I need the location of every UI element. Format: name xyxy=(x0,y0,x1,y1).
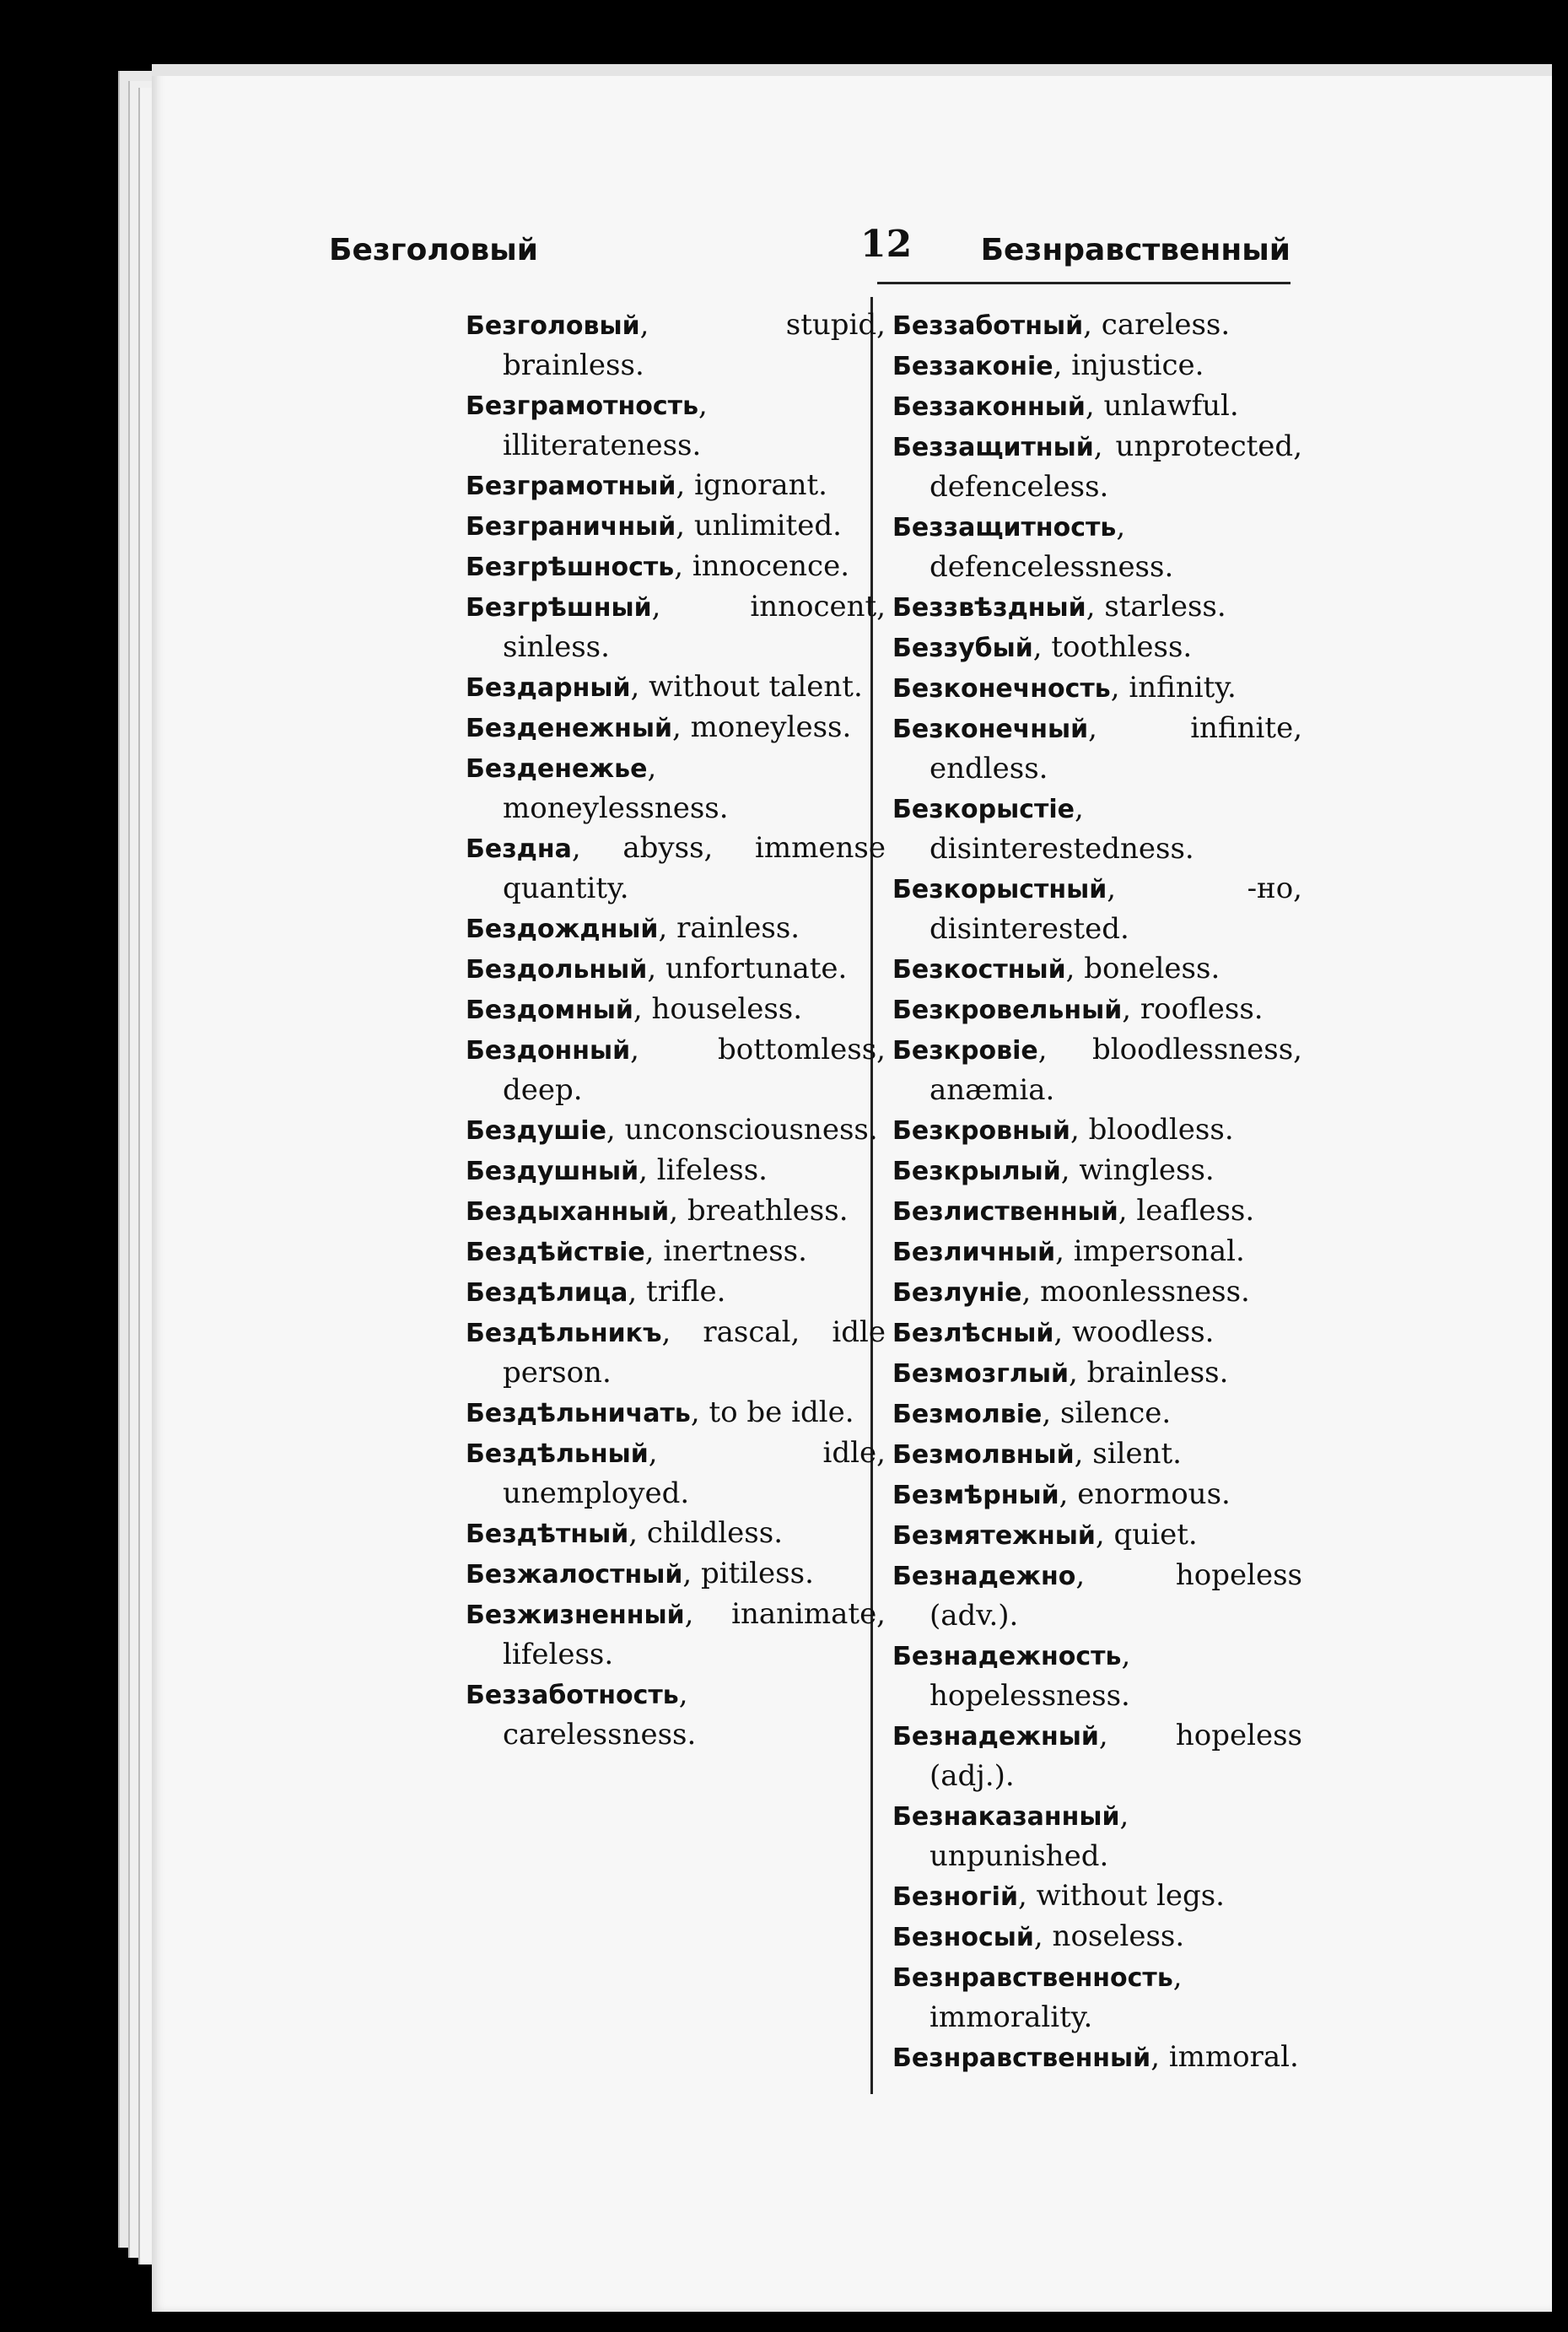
entry-headword: Безграничный xyxy=(466,512,676,542)
entry-headword: Беззаконный xyxy=(892,392,1086,422)
entry-headword: Беззаботность xyxy=(466,1681,679,1710)
entry-definition: brainless. xyxy=(1086,1356,1229,1390)
entry-separator: , xyxy=(1083,308,1102,342)
entry-definition: injustice. xyxy=(1071,348,1204,382)
entry-headword: Безмолвный xyxy=(892,1440,1075,1470)
entry-separator: , xyxy=(1110,671,1129,704)
dictionary-entry xyxy=(892,668,1302,709)
entry-definition: toothless. xyxy=(1051,630,1193,664)
entry-headword: Безнравственность xyxy=(892,1963,1173,1993)
entry-separator: , xyxy=(669,1194,687,1228)
entry-separator: , xyxy=(633,992,652,1026)
entry-definition: careless. xyxy=(1101,308,1231,342)
dictionary-entry xyxy=(892,305,1302,346)
entry-separator: , xyxy=(1021,1275,1041,1309)
dictionary-entry xyxy=(892,1313,1302,1353)
dictionary-entry xyxy=(466,1514,886,1554)
entry-headword: Безмолвіе xyxy=(892,1400,1043,1429)
entry-definition: unlawful. xyxy=(1103,389,1239,423)
entry-definition: carelessness. xyxy=(503,1718,697,1752)
dictionary-entry xyxy=(466,1313,886,1393)
entry-definition: unconsciousness. xyxy=(624,1113,878,1147)
dictionary-entry xyxy=(892,789,1302,869)
entry-separator: , xyxy=(682,1557,701,1590)
entry-separator: , xyxy=(1042,1396,1060,1430)
entry-headword: Безжизненный xyxy=(466,1601,685,1630)
entry-definition: moonlessness. xyxy=(1040,1275,1250,1309)
right-column xyxy=(892,305,1302,2078)
dictionary-entry xyxy=(892,1110,1302,1151)
entry-headword: Безкровіе xyxy=(892,1036,1038,1066)
page-number: 12 xyxy=(860,223,913,266)
dictionary-entry xyxy=(466,1151,886,1191)
entry-definition: hopeless (adj.). xyxy=(929,1719,1302,1793)
entry-headword: Безличный xyxy=(892,1238,1056,1267)
entry-headword: Бездѣлица xyxy=(466,1278,628,1308)
entry-headword: Беззащитный xyxy=(892,433,1094,462)
dictionary-entry xyxy=(892,1353,1302,1394)
dictionary-entry xyxy=(466,1554,886,1595)
entry-headword: Безконечность xyxy=(892,674,1111,704)
entry-separator: , xyxy=(647,952,665,985)
dictionary-entry xyxy=(892,1272,1302,1313)
dictionary-entry xyxy=(466,708,886,748)
dictionary-entry xyxy=(466,949,886,990)
entry-separator: , xyxy=(1065,952,1085,985)
header-right-guideword: Безнравственный xyxy=(980,233,1291,267)
entry-separator: , xyxy=(684,1597,732,1631)
entry-headword: Бездѣльникъ xyxy=(466,1319,662,1348)
entry-definition: illiterateness. xyxy=(503,429,702,462)
entry-definition: stupid, brainless. xyxy=(503,308,886,382)
entry-headword: Безкорыстный xyxy=(892,875,1107,904)
entry-definition: unfortunate. xyxy=(665,952,848,985)
dictionary-entry xyxy=(892,1876,1302,1917)
entry-headword: Беззубый xyxy=(892,634,1033,663)
entry-headword: Безкрылый xyxy=(892,1157,1061,1186)
entry-definition: rascal, idle person. xyxy=(503,1315,886,1390)
dictionary-entry xyxy=(466,547,886,587)
entry-separator: , xyxy=(672,710,691,744)
dictionary-entry xyxy=(892,949,1302,990)
entry-separator: , xyxy=(1037,1033,1093,1066)
dictionary-entry xyxy=(892,1191,1302,1232)
entry-separator: , xyxy=(571,831,623,865)
entry-definition: inanimate, lifeless. xyxy=(503,1597,886,1671)
entry-separator: , xyxy=(606,1113,625,1147)
dictionary-entry xyxy=(466,1595,886,1675)
dictionary-entry xyxy=(892,1151,1302,1191)
dictionary-entry xyxy=(892,709,1302,789)
dictionary-entry xyxy=(466,1675,886,1755)
dictionary-entry xyxy=(466,667,886,708)
entry-definition: infinite, endless. xyxy=(929,711,1302,785)
entry-headword: Безногій xyxy=(892,1882,1018,1912)
dictionary-entry xyxy=(892,1796,1302,1876)
dictionary-entry xyxy=(466,466,886,506)
entry-headword: Бездождный xyxy=(466,915,659,944)
entry-headword: Безгрѣшный xyxy=(466,593,652,623)
entry-definition: impersonal. xyxy=(1073,1234,1245,1268)
dictionary-entry xyxy=(892,2038,1302,2078)
dictionary-entry xyxy=(466,748,886,829)
dictionary-entry xyxy=(466,1272,886,1313)
entry-separator: , xyxy=(676,468,695,502)
entry-separator: , xyxy=(647,751,657,785)
entry-headword: Бездонный xyxy=(466,1036,631,1066)
entry-definition: innocent, sinless. xyxy=(503,590,886,664)
entry-separator: , xyxy=(1074,1437,1093,1471)
dictionary-entry xyxy=(466,1191,886,1232)
dictionary-entry xyxy=(892,628,1302,668)
entry-separator: , xyxy=(1053,348,1072,382)
entry-headword: Безнадежно xyxy=(892,1562,1076,1591)
entry-separator: , xyxy=(1055,1234,1074,1268)
entry-headword: Беззаконіе xyxy=(892,352,1053,381)
entry-separator: , xyxy=(1116,510,1126,543)
entry-definition: lifeless. xyxy=(656,1153,768,1187)
entry-separator: , xyxy=(1069,1356,1087,1390)
entry-definition: silent. xyxy=(1092,1437,1182,1471)
dictionary-entry xyxy=(892,1232,1302,1272)
entry-headword: Безлиственный xyxy=(892,1197,1118,1227)
entry-headword: Бездушіе xyxy=(466,1116,606,1146)
entry-definition: immorality. xyxy=(929,2000,1093,2034)
entry-headword: Бездѣйствіе xyxy=(466,1238,645,1267)
entry-separator: , xyxy=(1098,1719,1176,1752)
entry-headword: Безносый xyxy=(892,1923,1034,1952)
header-left-guideword: Безголовый xyxy=(329,233,538,267)
entry-headword: Безмятежный xyxy=(892,1521,1096,1551)
entry-separator: , xyxy=(1122,992,1140,1026)
entry-headword: Безлѣсный xyxy=(892,1319,1054,1348)
entry-definition: -но, disinterested. xyxy=(929,872,1302,946)
entry-separator: , xyxy=(1059,1477,1078,1511)
entry-definition: childless. xyxy=(646,1516,783,1550)
entry-separator: , xyxy=(628,1275,647,1309)
entry-headword: Безграмотный xyxy=(466,472,676,501)
entry-definition: woodless. xyxy=(1071,1315,1215,1349)
entry-separator: , xyxy=(651,590,751,623)
entry-separator: , xyxy=(1107,872,1247,905)
dictionary-entry xyxy=(892,427,1302,507)
dictionary-entry xyxy=(466,1433,886,1514)
entry-separator: , xyxy=(661,1315,703,1349)
entry-headword: Безграмотность xyxy=(466,391,699,421)
entry-separator: , xyxy=(639,1153,657,1187)
entry-separator: , xyxy=(1085,389,1104,423)
entry-definition: breathless. xyxy=(687,1194,849,1228)
entry-separator: , xyxy=(1095,1518,1114,1552)
entry-definition: moneylessness. xyxy=(503,791,729,825)
entry-definition: bottomless, deep. xyxy=(503,1033,886,1107)
entry-headword: Безкостный xyxy=(892,955,1066,985)
dictionary-entry xyxy=(892,1030,1302,1110)
dictionary-entry xyxy=(892,869,1302,949)
entry-headword: Бездѣльный xyxy=(466,1439,649,1469)
entry-headword: Безденежный xyxy=(466,714,673,743)
entry-headword: Безкорыстіе xyxy=(892,795,1075,824)
entry-separator: , xyxy=(639,308,786,342)
dictionary-entry xyxy=(466,305,886,386)
dictionary-entry xyxy=(466,990,886,1030)
entry-headword: Безлуніе xyxy=(892,1278,1022,1308)
entry-separator: , xyxy=(1119,1799,1129,1833)
entry-headword: Безнадежный xyxy=(892,1722,1099,1752)
dictionary-entry xyxy=(892,1434,1302,1475)
dictionary-entry xyxy=(892,346,1302,386)
entry-headword: Безкровный xyxy=(892,1116,1070,1146)
entry-definition: to be idle. xyxy=(709,1395,854,1429)
entry-definition: boneless. xyxy=(1084,952,1220,985)
entry-headword: Безжалостный xyxy=(466,1560,683,1590)
dictionary-entry xyxy=(892,1475,1302,1515)
dictionary-entry xyxy=(892,990,1302,1030)
dictionary-entry xyxy=(892,587,1302,628)
entry-separator: , xyxy=(1172,1960,1183,1994)
entry-separator: , xyxy=(1033,1919,1053,1953)
dictionary-entry xyxy=(466,829,886,909)
entry-definition: starless. xyxy=(1104,590,1226,623)
entry-headword: Безмѣрный xyxy=(892,1481,1059,1510)
dictionary-entry xyxy=(892,1556,1302,1636)
entry-separator: , xyxy=(1032,630,1052,664)
entry-definition: ignorant. xyxy=(694,468,827,502)
entry-separator: , xyxy=(1017,1879,1037,1913)
entry-definition: innocence. xyxy=(692,549,850,583)
entry-separator: , xyxy=(678,1677,688,1711)
dictionary-entry xyxy=(892,1957,1302,2038)
entry-headword: Бездарный xyxy=(466,673,631,703)
dictionary-entry xyxy=(466,1030,886,1110)
dictionary-entry xyxy=(892,1716,1302,1796)
entry-headword: Безнадежность xyxy=(892,1642,1122,1671)
entry-headword: Беззащитность xyxy=(892,513,1117,543)
entry-definition: idle, unemployed. xyxy=(503,1436,886,1510)
entry-separator: , xyxy=(690,1395,709,1429)
entry-headword: Бездомный xyxy=(466,996,633,1025)
entry-definition: wingless. xyxy=(1079,1153,1215,1187)
entry-separator: , xyxy=(1118,1194,1137,1228)
entry-definition: bloodless. xyxy=(1088,1113,1234,1147)
entry-definition: silence. xyxy=(1060,1396,1172,1430)
dictionary-entry xyxy=(466,386,886,466)
entry-separator: , xyxy=(1086,590,1105,623)
entry-separator: , xyxy=(630,670,649,704)
dictionary-entry xyxy=(892,1636,1302,1716)
entry-definition: without legs. xyxy=(1036,1879,1225,1913)
dictionary-entry xyxy=(466,1110,886,1151)
running-header xyxy=(329,221,1291,280)
entry-headword: Безмозглый xyxy=(892,1359,1070,1389)
entry-definition: unprotected, defenceless. xyxy=(929,429,1302,504)
entry-headword: Бездѣльничать xyxy=(466,1399,691,1428)
dictionary-entry xyxy=(892,1515,1302,1556)
dictionary-entry xyxy=(892,1917,1302,1957)
dictionary-entry xyxy=(466,506,886,547)
entry-headword: Бездушный xyxy=(466,1157,639,1186)
dictionary-entry xyxy=(892,507,1302,587)
entry-definition: leafless. xyxy=(1136,1194,1255,1228)
entry-headword: Безгрѣшность xyxy=(466,553,675,582)
entry-separator: , xyxy=(1121,1638,1131,1672)
entry-separator: , xyxy=(1075,791,1084,825)
entry-definition: hopelessness. xyxy=(929,1679,1130,1713)
entry-headword: Безкровельный xyxy=(892,996,1123,1025)
entry-definition: moneyless. xyxy=(690,710,852,744)
entry-definition: abyss, immense quantity. xyxy=(503,831,886,905)
entry-separator: , xyxy=(1070,1113,1089,1147)
entry-headword: Безнравственный xyxy=(892,2043,1151,2073)
entry-definition: roofless. xyxy=(1140,992,1264,1026)
entry-definition: enormous. xyxy=(1077,1477,1231,1511)
dictionary-entry xyxy=(892,1394,1302,1434)
entry-definition: inertness. xyxy=(663,1234,807,1268)
entry-definition: defencelessness. xyxy=(929,550,1174,584)
entry-separator: , xyxy=(630,1033,719,1066)
entry-headword: Бездѣтный xyxy=(466,1520,629,1549)
entry-definition: unpunished. xyxy=(929,1839,1109,1873)
entry-separator: , xyxy=(1060,1153,1080,1187)
entry-headword: Бездольный xyxy=(466,955,648,985)
entry-headword: Безголовый xyxy=(466,311,640,341)
entry-definition: infinity. xyxy=(1129,671,1237,704)
entry-definition: trifle. xyxy=(646,1275,726,1309)
dictionary-entry xyxy=(466,1232,886,1272)
entry-definition: hopeless (adv.). xyxy=(929,1558,1302,1633)
entry-definition: rainless. xyxy=(676,911,800,945)
entry-separator: , xyxy=(658,911,677,945)
entry-headword: Бездна xyxy=(466,834,572,864)
entry-separator: , xyxy=(1150,2040,1169,2074)
entry-definition: quiet. xyxy=(1113,1518,1198,1552)
dictionary-entry xyxy=(466,587,886,667)
entry-headword: Безнаказанный xyxy=(892,1802,1120,1832)
entry-headword: Безденежье xyxy=(466,754,648,784)
entry-separator: , xyxy=(1093,429,1116,463)
entry-headword: Бездыханный xyxy=(466,1197,670,1227)
entry-definition: bloodlessness, anæmia. xyxy=(929,1033,1302,1107)
entry-definition: immoral. xyxy=(1168,2040,1299,2074)
dictionary-entry xyxy=(466,909,886,949)
entry-definition: houseless. xyxy=(651,992,803,1026)
entry-definition: pitiless. xyxy=(701,1557,814,1590)
dictionary-entry xyxy=(466,1393,886,1433)
entry-definition: without talent. xyxy=(649,670,863,704)
entry-separator: , xyxy=(648,1436,823,1470)
entry-headword: Беззаботный xyxy=(892,311,1084,341)
entry-separator: , xyxy=(644,1234,664,1268)
left-column xyxy=(466,305,886,1755)
entry-separator: , xyxy=(1053,1315,1072,1349)
entry-separator: , xyxy=(698,388,708,422)
header-rule xyxy=(877,282,1291,284)
entry-separator: , xyxy=(674,549,692,583)
entry-definition: unlimited. xyxy=(693,509,842,543)
entry-headword: Беззвѣздный xyxy=(892,593,1086,623)
dictionary-entry xyxy=(892,386,1302,427)
entry-headword: Безконечный xyxy=(892,715,1089,744)
entry-separator: , xyxy=(628,1516,647,1550)
entry-separator: , xyxy=(676,509,694,543)
entry-separator: , xyxy=(1075,1558,1176,1592)
entry-separator: , xyxy=(1088,711,1191,745)
entry-definition: disinterestedness. xyxy=(929,832,1194,866)
entry-definition: noseless. xyxy=(1052,1919,1185,1953)
